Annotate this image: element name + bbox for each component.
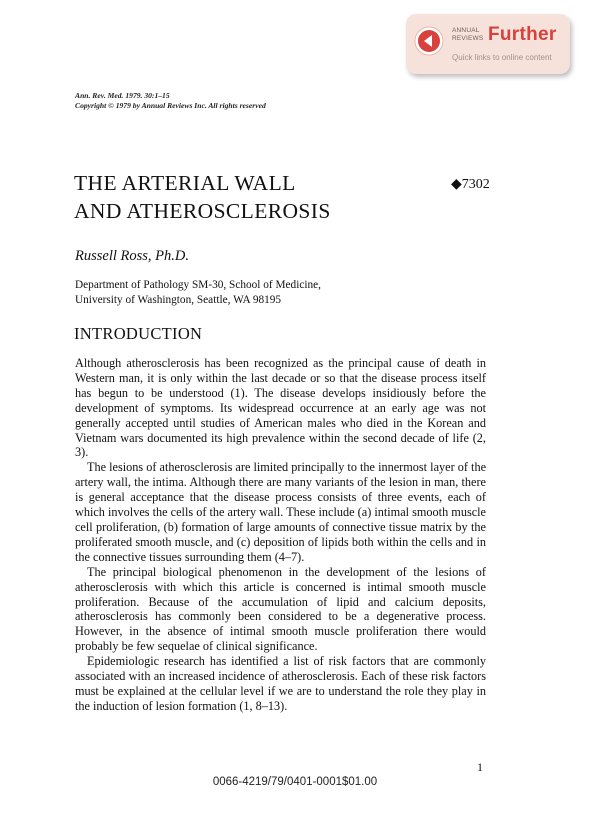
- paragraph: The lesions of atherosclerosis are limited principally to the innermost layer of the artery wall, the intima. Although there are many variants of the lesion in man, there is general acceptance that the disease process consists of three events, each of which involves the cells of the artery wall. These include (a) intimal smooth muscle cell proliferation, (b) formation of large amounts of connective tissue matrix by the proliferated smooth muscle, and (c) deposition of lipids both within the cells and in the connective tissues surrounding them (4–7).: [75, 460, 486, 564]
- footer-code: 0066-4219/79/0401-0001$01.00: [212, 776, 378, 788]
- paragraph: Epidemiologic research has identified a list of risk factors that are commonly associated with an increased incidence of atherosclerosis. Each of these risk factors must be explained at the cellular level if we are to understand the role they play in the induction of lesion formation (1, 8–13).: [75, 654, 486, 713]
- body-text: [75, 356, 486, 714]
- article-code: ◆7302: [451, 177, 490, 192]
- section-heading: INTRODUCTION: [74, 324, 203, 343]
- further-tagline: Quick links to online content: [452, 53, 552, 62]
- citation-line: Ann. Rev. Med. 1979. 30:1–15: [75, 91, 170, 100]
- author-affiliation: Department of Pathology SM-30, School of Medicine, University of Washington, Seattle, WA 98195: [75, 279, 321, 306]
- paragraph: Although atherosclerosis has been recognized as the principal cause of death in Western man, it is only within the last decade or so that the disease process itself has begun to be understood (1). The disease develops insidiously before the development of symptoms. Its widespread occurrence at an early age was not generally accepted until studies of American males who died in the Korean and Vietnam wars documented its high prevalence within the second decade of life (2, 3).: [75, 356, 486, 460]
- article-title: THE ARTERIAL WALL AND ATHEROSCLEROSIS: [74, 171, 331, 223]
- page-number: 1: [477, 760, 483, 774]
- journal-citation: [75, 91, 266, 110]
- further-label: Further: [488, 24, 557, 45]
- annual-reviews-further-banner[interactable]: [406, 14, 570, 74]
- copyright-line: Copyright © 1979 by Annual Reviews Inc. All rights reserved: [75, 100, 266, 110]
- play-back-icon: [414, 26, 444, 56]
- author-name: Russell Ross, Ph.D.: [75, 248, 189, 264]
- brand-name: ANNUAL REVIEWS: [452, 27, 484, 42]
- paragraph: The principal biological phenomenon in the development of the lesions of atherosclerosis with which this article is concerned is intimal smooth muscle proliferation. Because of the accumulation of lipid and calcium deposits, atherosclerosis has commonly been considered to be a degenerative process. However, in the absence of intimal smooth muscle proliferation there would probably be few sequelae of clinical significance.: [75, 564, 486, 654]
